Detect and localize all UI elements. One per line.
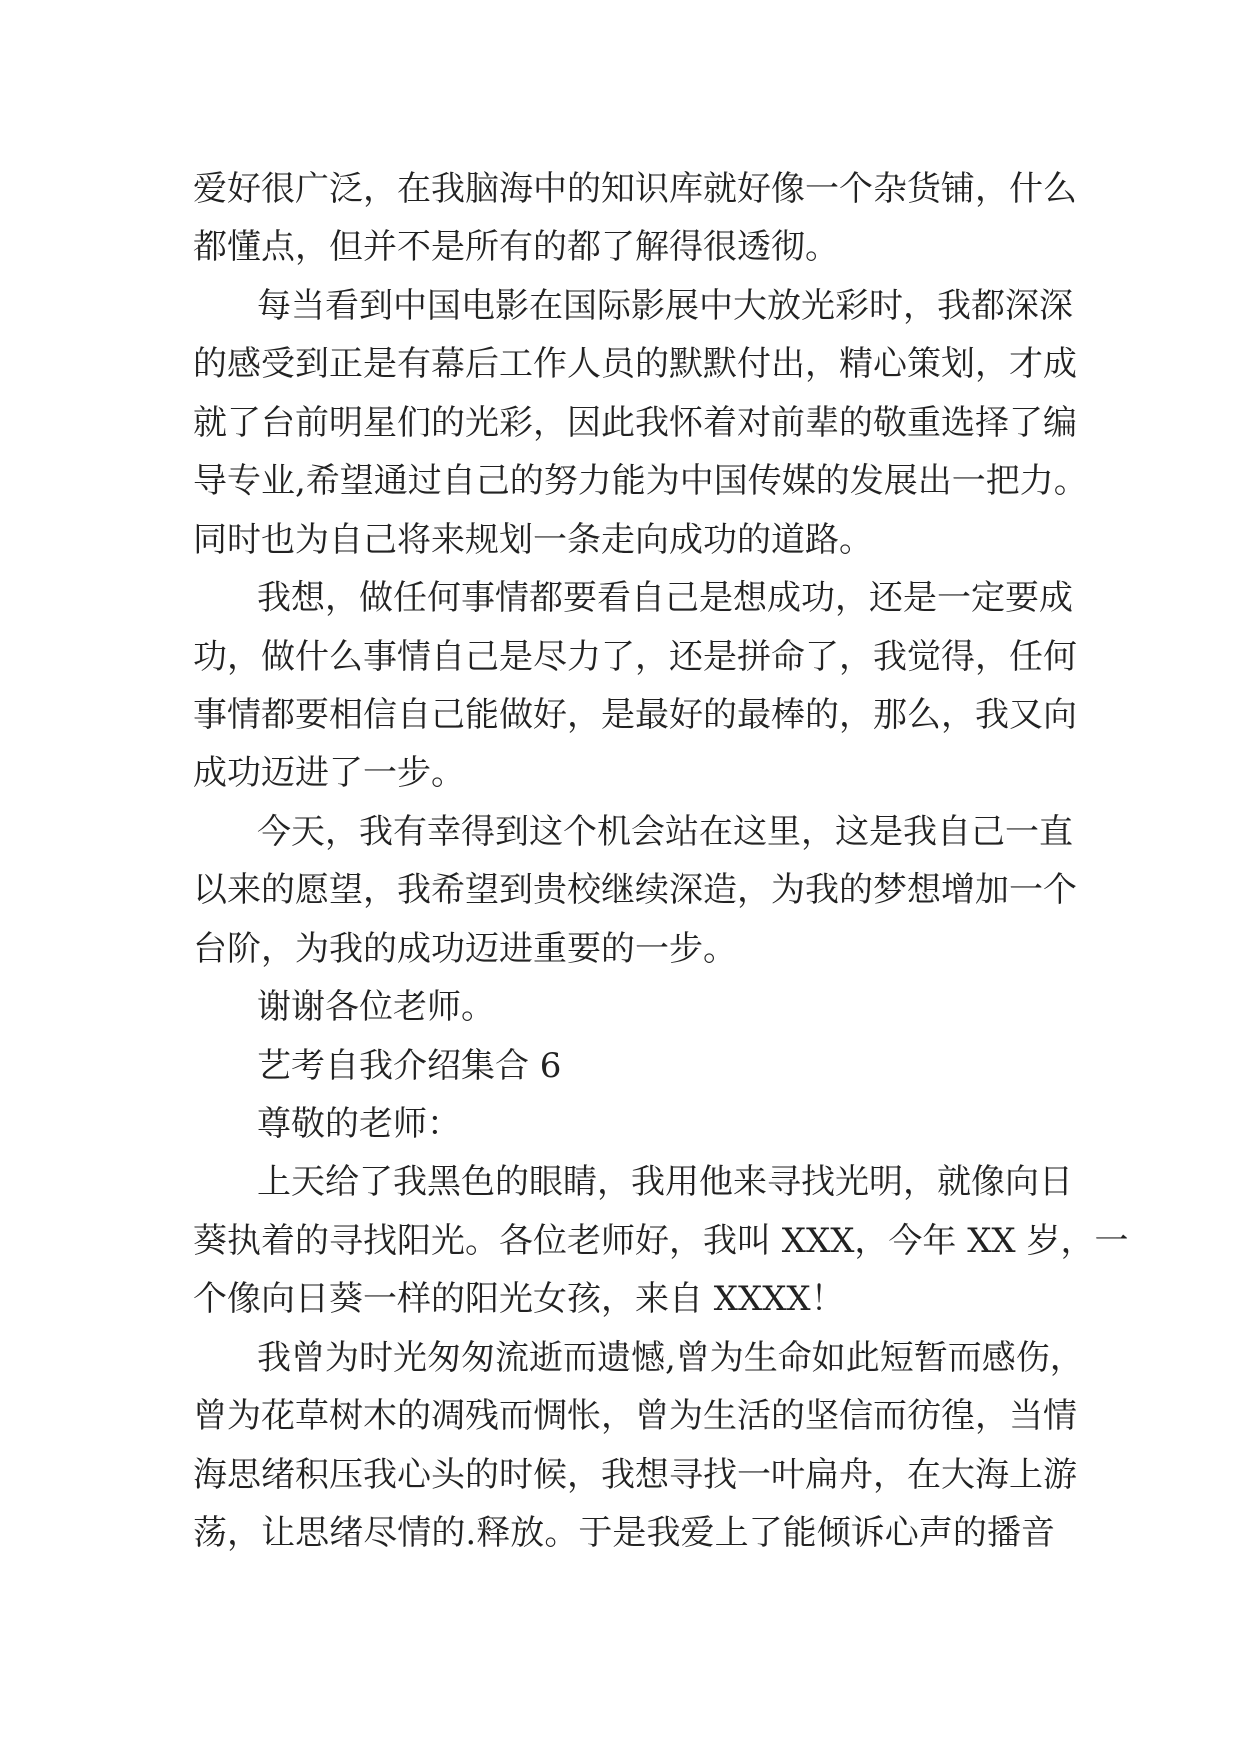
text-line: 曾为花草树木的凋残而惆怅，曾为生活的坚信而彷徨，当情 — [193, 1396, 1077, 1437]
text-line: 海思绪积压我心头的时候，我想寻找一叶扁舟，在大海上游 — [193, 1454, 1077, 1495]
paragraph-first-line: 今天，我有幸得到这个机会站在这里，这是我自己一直 — [257, 811, 1073, 852]
text-line: 的感受到正是有幕后工作人员的默默付出，精心策划，才成 — [193, 344, 1077, 385]
text-line: 都懂点，但并不是所有的都了解得很透彻。 — [193, 227, 839, 268]
text-line: 爱好很广泛，在我脑海中的知识库就好像一个杂货铺，什么 — [193, 169, 1077, 209]
paragraph-first-line: 我曾为时光匆匆流逝而遗憾,曾为生命如此短暂而感伤， — [257, 1337, 1084, 1378]
paragraph-first-line: 每当看到中国电影在国际影展中大放光彩时，我都深深 — [257, 285, 1073, 326]
closing-line: 谢谢各位老师。 — [257, 987, 495, 1028]
text-line: 个像向日葵一样的阳光女孩，来自 XXXX！ — [193, 1279, 845, 1320]
text-line: 同时也为自己将来规划一条走向成功的道路。 — [193, 519, 873, 560]
section-heading: 艺考自我介绍集合 6 — [257, 1045, 562, 1086]
text-line: 荡，让思绪尽情的.释放。于是我爱上了能倾诉心声的播音 — [193, 1513, 1055, 1554]
text-line: 台阶，为我的成功迈进重要的一步。 — [193, 928, 737, 969]
text-line: 成功迈进了一步。 — [193, 753, 465, 794]
text-line: 葵执着的寻找阳光。各位老师好，我叫 XXX，今年 XX 岁，一 — [193, 1220, 1129, 1261]
paragraph-first-line: 上天给了我黑色的眼睛，我用他来寻找光明，就像向日 — [257, 1162, 1073, 1203]
salutation: 尊敬的老师： — [257, 1104, 461, 1144]
text-line: 就了台前明星们的光彩，因此我怀着对前辈的敬重选择了编 — [193, 402, 1077, 443]
text-line: 以来的愿望，我希望到贵校继续深造，为我的梦想增加一个 — [193, 870, 1077, 911]
paragraph-first-line: 我想，做任何事情都要看自己是想成功，还是一定要成 — [257, 578, 1073, 619]
text-line: 功，做什么事情自己是尽力了，还是拼命了，我觉得，任何 — [193, 636, 1077, 677]
body-text — [193, 160, 1129, 1563]
text-line: 事情都要相信自己能做好，是最好的最棒的，那么，我又向 — [193, 694, 1077, 735]
text-line: 导专业,希望通过自己的努力能为中国传媒的发展出一把力。 — [193, 461, 1088, 502]
